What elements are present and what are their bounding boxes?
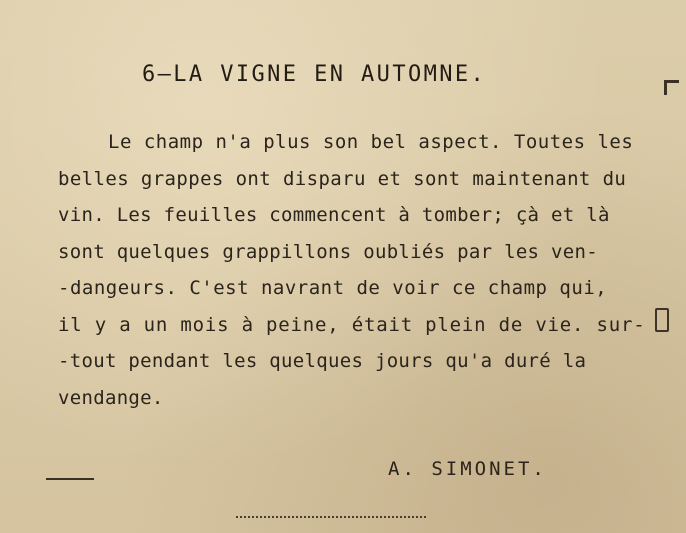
corner-mark xyxy=(664,80,679,95)
paragraph-line: Le champ n'a plus son bel aspect. Toutes les xyxy=(108,131,634,153)
separator-dash xyxy=(46,478,94,480)
page-title: 6—LA VIGNE EN AUTOMNE. xyxy=(142,62,487,87)
paragraph-line: il y a un mois à peine, était plein de vie. sur- xyxy=(58,313,646,336)
paragraph-line: vin. Les feuilles commencent à tomber; çà et là xyxy=(58,204,610,226)
paragraph-line: sont quelques grappillons oubliés par les ven- xyxy=(58,240,598,263)
paragraph-line: -dangeurs. C'est navrant de voir ce champ qui, xyxy=(58,277,608,299)
paragraph xyxy=(58,124,658,416)
author-signature: A. SIMONET. xyxy=(388,458,547,480)
bottom-dotted-rule xyxy=(236,516,426,518)
paragraph-line: vendange. xyxy=(58,386,164,409)
margin-mark xyxy=(655,308,669,332)
paragraph-line: -tout pendant les quelques jours qu'a duré la xyxy=(58,350,587,372)
paragraph-line: belles grappes ont disparu et sont maintenant du xyxy=(58,167,627,190)
